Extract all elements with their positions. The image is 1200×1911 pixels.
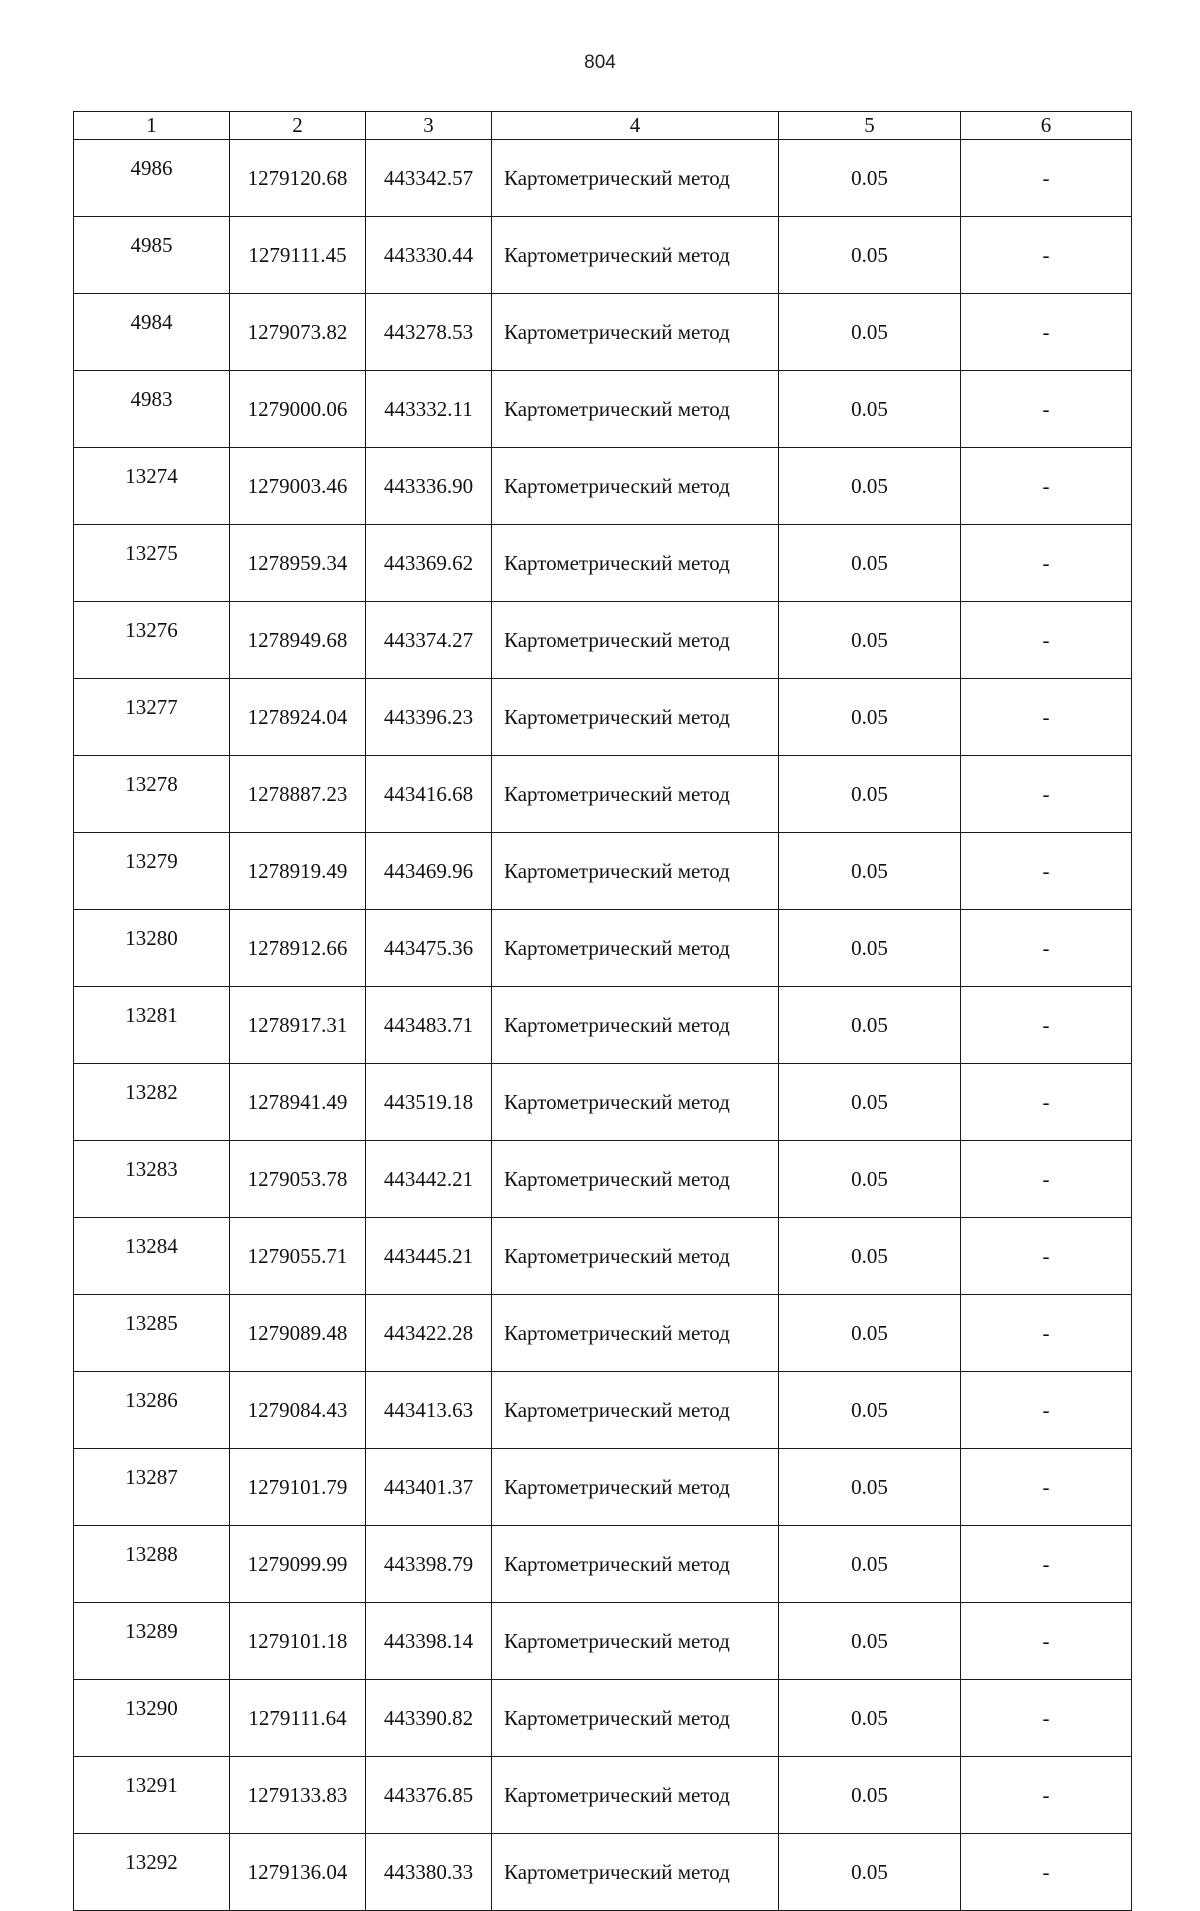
note-cell: - [961,1295,1132,1372]
method-cell: Картометрический метод [492,1757,779,1834]
point-number-cell: 4983 [74,371,230,448]
column-header-3: 3 [366,112,492,140]
x-coordinate-cell: 1279055.71 [230,1218,366,1295]
y-coordinate-cell: 443469.96 [366,833,492,910]
point-number-cell: 13292 [74,1834,230,1911]
method-cell: Картометрический метод [492,1834,779,1911]
table-row [74,1757,1132,1834]
accuracy-cell: 0.05 [779,1680,961,1757]
note-cell: - [961,679,1132,756]
point-number-cell: 13280 [74,910,230,987]
x-coordinate-cell: 1278941.49 [230,1064,366,1141]
point-number-cell: 4985 [74,217,230,294]
accuracy-cell: 0.05 [779,679,961,756]
method-cell: Картометрический метод [492,833,779,910]
accuracy-cell: 0.05 [779,525,961,602]
column-header-6: 6 [961,112,1132,140]
table-row [74,140,1132,217]
method-cell: Картометрический метод [492,1141,779,1218]
point-number-cell: 13285 [74,1295,230,1372]
note-cell: - [961,294,1132,371]
accuracy-cell: 0.05 [779,756,961,833]
accuracy-cell: 0.05 [779,1372,961,1449]
method-cell: Картометрический метод [492,987,779,1064]
note-cell: - [961,1141,1132,1218]
point-number-cell: 13291 [74,1757,230,1834]
column-header-1: 1 [74,112,230,140]
point-number-cell: 13276 [74,602,230,679]
note-cell: - [961,1603,1132,1680]
method-cell: Картометрический метод [492,756,779,833]
y-coordinate-cell: 443475.36 [366,910,492,987]
method-cell: Картометрический метод [492,294,779,371]
table-row [74,1603,1132,1680]
x-coordinate-cell: 1279000.06 [230,371,366,448]
method-cell: Картометрический метод [492,448,779,525]
y-coordinate-cell: 443413.63 [366,1372,492,1449]
accuracy-cell: 0.05 [779,371,961,448]
y-coordinate-cell: 443445.21 [366,1218,492,1295]
accuracy-cell: 0.05 [779,987,961,1064]
accuracy-cell: 0.05 [779,140,961,217]
table-row [74,1526,1132,1603]
point-number-cell: 13283 [74,1141,230,1218]
table-header [74,112,1132,140]
note-cell: - [961,910,1132,987]
point-number-cell: 13281 [74,987,230,1064]
accuracy-cell: 0.05 [779,602,961,679]
table-row [74,1295,1132,1372]
x-coordinate-cell: 1279084.43 [230,1372,366,1449]
y-coordinate-cell: 443342.57 [366,140,492,217]
y-coordinate-cell: 443396.23 [366,679,492,756]
note-cell: - [961,525,1132,602]
accuracy-cell: 0.05 [779,1141,961,1218]
table-row [74,910,1132,987]
x-coordinate-cell: 1279089.48 [230,1295,366,1372]
accuracy-cell: 0.05 [779,1218,961,1295]
method-cell: Картометрический метод [492,140,779,217]
point-number-cell: 13282 [74,1064,230,1141]
note-cell: - [961,1680,1132,1757]
table-row [74,602,1132,679]
note-cell: - [961,371,1132,448]
method-cell: Картометрический метод [492,1295,779,1372]
accuracy-cell: 0.05 [779,217,961,294]
point-number-cell: 13274 [74,448,230,525]
x-coordinate-cell: 1279111.64 [230,1680,366,1757]
x-coordinate-cell: 1278917.31 [230,987,366,1064]
table-row [74,833,1132,910]
method-cell: Картометрический метод [492,910,779,987]
table-body [74,140,1132,1911]
y-coordinate-cell: 443369.62 [366,525,492,602]
x-coordinate-cell: 1278924.04 [230,679,366,756]
accuracy-cell: 0.05 [779,1295,961,1372]
table-row [74,679,1132,756]
method-cell: Картометрический метод [492,371,779,448]
y-coordinate-cell: 443398.79 [366,1526,492,1603]
point-number-cell: 13287 [74,1449,230,1526]
x-coordinate-cell: 1279099.99 [230,1526,366,1603]
method-cell: Картометрический метод [492,1526,779,1603]
table-row [74,1141,1132,1218]
point-number-cell: 4984 [74,294,230,371]
note-cell: - [961,1064,1132,1141]
accuracy-cell: 0.05 [779,294,961,371]
note-cell: - [961,1449,1132,1526]
x-coordinate-cell: 1279111.45 [230,217,366,294]
table-row [74,1064,1132,1141]
method-cell: Картометрический метод [492,1449,779,1526]
note-cell: - [961,140,1132,217]
method-cell: Картометрический метод [492,1064,779,1141]
x-coordinate-cell: 1279120.68 [230,140,366,217]
x-coordinate-cell: 1279133.83 [230,1757,366,1834]
note-cell: - [961,602,1132,679]
table-row [74,1218,1132,1295]
note-cell: - [961,217,1132,294]
x-coordinate-cell: 1279073.82 [230,294,366,371]
y-coordinate-cell: 443390.82 [366,1680,492,1757]
x-coordinate-cell: 1279101.18 [230,1603,366,1680]
method-cell: Картометрический метод [492,525,779,602]
table-row [74,1449,1132,1526]
table-row [74,1680,1132,1757]
method-cell: Картометрический метод [492,1680,779,1757]
accuracy-cell: 0.05 [779,910,961,987]
y-coordinate-cell: 443376.85 [366,1757,492,1834]
table-row [74,1372,1132,1449]
y-coordinate-cell: 443519.18 [366,1064,492,1141]
x-coordinate-cell: 1279053.78 [230,1141,366,1218]
y-coordinate-cell: 443398.14 [366,1603,492,1680]
coordinates-table [73,111,1132,1911]
x-coordinate-cell: 1278949.68 [230,602,366,679]
table-row [74,987,1132,1064]
y-coordinate-cell: 443416.68 [366,756,492,833]
point-number-cell: 4986 [74,140,230,217]
point-number-cell: 13289 [74,1603,230,1680]
page-number: 804 [584,52,616,73]
table-row [74,448,1132,525]
x-coordinate-cell: 1278959.34 [230,525,366,602]
accuracy-cell: 0.05 [779,1526,961,1603]
y-coordinate-cell: 443422.28 [366,1295,492,1372]
point-number-cell: 13278 [74,756,230,833]
x-coordinate-cell: 1278919.49 [230,833,366,910]
accuracy-cell: 0.05 [779,1757,961,1834]
header-row [74,112,1132,140]
accuracy-cell: 0.05 [779,1603,961,1680]
method-cell: Картометрический метод [492,1372,779,1449]
accuracy-cell: 0.05 [779,448,961,525]
x-coordinate-cell: 1279101.79 [230,1449,366,1526]
column-header-4: 4 [492,112,779,140]
column-header-2: 2 [230,112,366,140]
point-number-cell: 13286 [74,1372,230,1449]
point-number-cell: 13284 [74,1218,230,1295]
y-coordinate-cell: 443332.11 [366,371,492,448]
table-row [74,217,1132,294]
column-header-5: 5 [779,112,961,140]
note-cell: - [961,448,1132,525]
note-cell: - [961,1372,1132,1449]
y-coordinate-cell: 443380.33 [366,1834,492,1911]
method-cell: Картометрический метод [492,602,779,679]
note-cell: - [961,1218,1132,1295]
y-coordinate-cell: 443278.53 [366,294,492,371]
point-number-cell: 13288 [74,1526,230,1603]
note-cell: - [961,987,1132,1064]
note-cell: - [961,1526,1132,1603]
note-cell: - [961,756,1132,833]
method-cell: Картометрический метод [492,217,779,294]
x-coordinate-cell: 1279003.46 [230,448,366,525]
y-coordinate-cell: 443483.71 [366,987,492,1064]
y-coordinate-cell: 443330.44 [366,217,492,294]
accuracy-cell: 0.05 [779,833,961,910]
method-cell: Картометрический метод [492,1218,779,1295]
x-coordinate-cell: 1278912.66 [230,910,366,987]
table-row [74,525,1132,602]
note-cell: - [961,1834,1132,1911]
x-coordinate-cell: 1279136.04 [230,1834,366,1911]
note-cell: - [961,1757,1132,1834]
table-row [74,371,1132,448]
point-number-cell: 13277 [74,679,230,756]
accuracy-cell: 0.05 [779,1449,961,1526]
note-cell: - [961,833,1132,910]
y-coordinate-cell: 443442.21 [366,1141,492,1218]
accuracy-cell: 0.05 [779,1064,961,1141]
method-cell: Картометрический метод [492,679,779,756]
table-row [74,756,1132,833]
accuracy-cell: 0.05 [779,1834,961,1911]
y-coordinate-cell: 443401.37 [366,1449,492,1526]
point-number-cell: 13290 [74,1680,230,1757]
method-cell: Картометрический метод [492,1603,779,1680]
x-coordinate-cell: 1278887.23 [230,756,366,833]
table-row [74,294,1132,371]
y-coordinate-cell: 443336.90 [366,448,492,525]
point-number-cell: 13275 [74,525,230,602]
table-row [74,1834,1132,1911]
y-coordinate-cell: 443374.27 [366,602,492,679]
point-number-cell: 13279 [74,833,230,910]
